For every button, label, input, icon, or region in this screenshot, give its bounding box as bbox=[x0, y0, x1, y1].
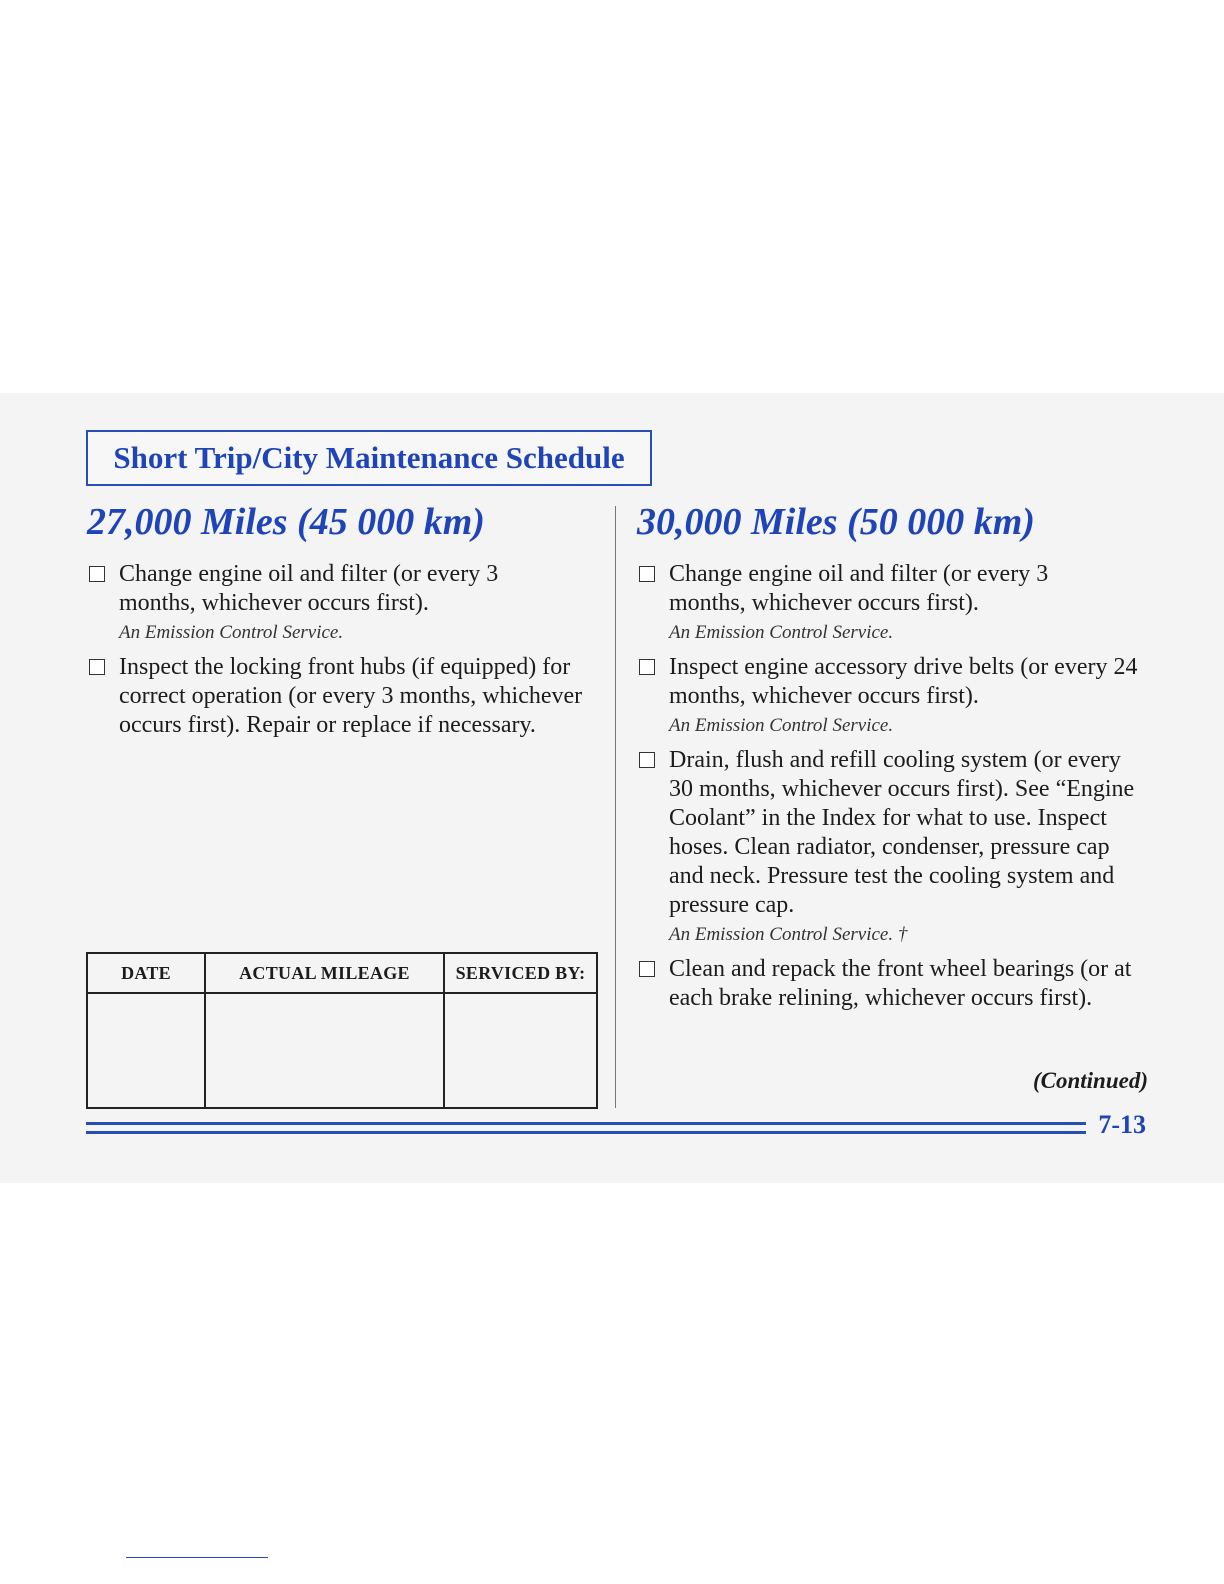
checkbox-icon[interactable] bbox=[639, 961, 655, 977]
item-text: Drain, flush and refill cooling system (or every 30 months, whichever occurs first). See “Engine Coolant” in the Index for what to use. Inspect hoses. Clean radiator, condenser, pressure cap and neck. Pressure test the cooling system and pressure cap. bbox=[669, 747, 1135, 918]
item-text: Inspect engine accessory drive belts (or every 24 months, whichever occurs first). bbox=[669, 654, 1138, 709]
checkbox-icon[interactable] bbox=[89, 566, 105, 582]
table-header-row bbox=[87, 953, 597, 993]
left-column bbox=[87, 498, 597, 746]
actual-mileage-header: ACTUAL MILEAGE bbox=[205, 953, 444, 993]
service-log-table bbox=[86, 952, 598, 1109]
section-title: Short Trip/City Maintenance Schedule bbox=[113, 440, 625, 475]
right-mileage-heading: 30,000 Miles (50 000 km) bbox=[637, 501, 1035, 543]
emission-note: An Emission Control Service. bbox=[669, 622, 894, 643]
checkbox-icon[interactable] bbox=[639, 566, 655, 582]
emission-note: An Emission Control Service. bbox=[119, 622, 344, 643]
page-number: 7-13 bbox=[1098, 1110, 1146, 1139]
right-item-3 bbox=[637, 746, 1157, 949]
serviced-by-cell[interactable] bbox=[444, 993, 597, 1108]
column-divider bbox=[615, 506, 616, 1108]
checkbox-icon[interactable] bbox=[639, 659, 655, 675]
section-title-box bbox=[86, 430, 652, 486]
table-row bbox=[87, 993, 597, 1108]
right-item-2 bbox=[637, 653, 1157, 740]
right-item-1 bbox=[637, 560, 1157, 647]
item-text: Clean and repack the front wheel bearings (or at each brake relining, whichever occurs first). bbox=[669, 956, 1132, 1011]
right-column bbox=[637, 498, 1157, 1019]
continued-label: (Continued) bbox=[1032, 1068, 1148, 1093]
item-text: Inspect the locking front hubs (if equipped) for correct operation (or every 3 months, whichever occurs first). Repair or replace if necessary. bbox=[119, 654, 583, 738]
footer-rule-bottom bbox=[86, 1131, 1086, 1134]
emission-note: An Emission Control Service. † bbox=[669, 924, 908, 945]
bottom-rule bbox=[126, 1557, 268, 1558]
date-cell[interactable] bbox=[87, 993, 205, 1108]
left-item-2 bbox=[87, 653, 597, 740]
checkbox-icon[interactable] bbox=[89, 659, 105, 675]
serviced-by-header: SERVICED BY: bbox=[444, 953, 597, 993]
item-text: Change engine oil and filter (or every 3 months, whichever occurs first). bbox=[669, 561, 1049, 616]
actual-mileage-cell[interactable] bbox=[205, 993, 444, 1108]
item-text: Change engine oil and filter (or every 3 months, whichever occurs first). bbox=[119, 561, 499, 616]
checkbox-icon[interactable] bbox=[639, 752, 655, 768]
left-mileage-heading: 27,000 Miles (45 000 km) bbox=[87, 501, 485, 543]
right-item-4 bbox=[637, 955, 1157, 1013]
date-header: DATE bbox=[87, 953, 205, 993]
emission-note: An Emission Control Service. bbox=[669, 715, 894, 736]
footer-rule-top bbox=[86, 1122, 1086, 1125]
left-item-1 bbox=[87, 560, 597, 647]
